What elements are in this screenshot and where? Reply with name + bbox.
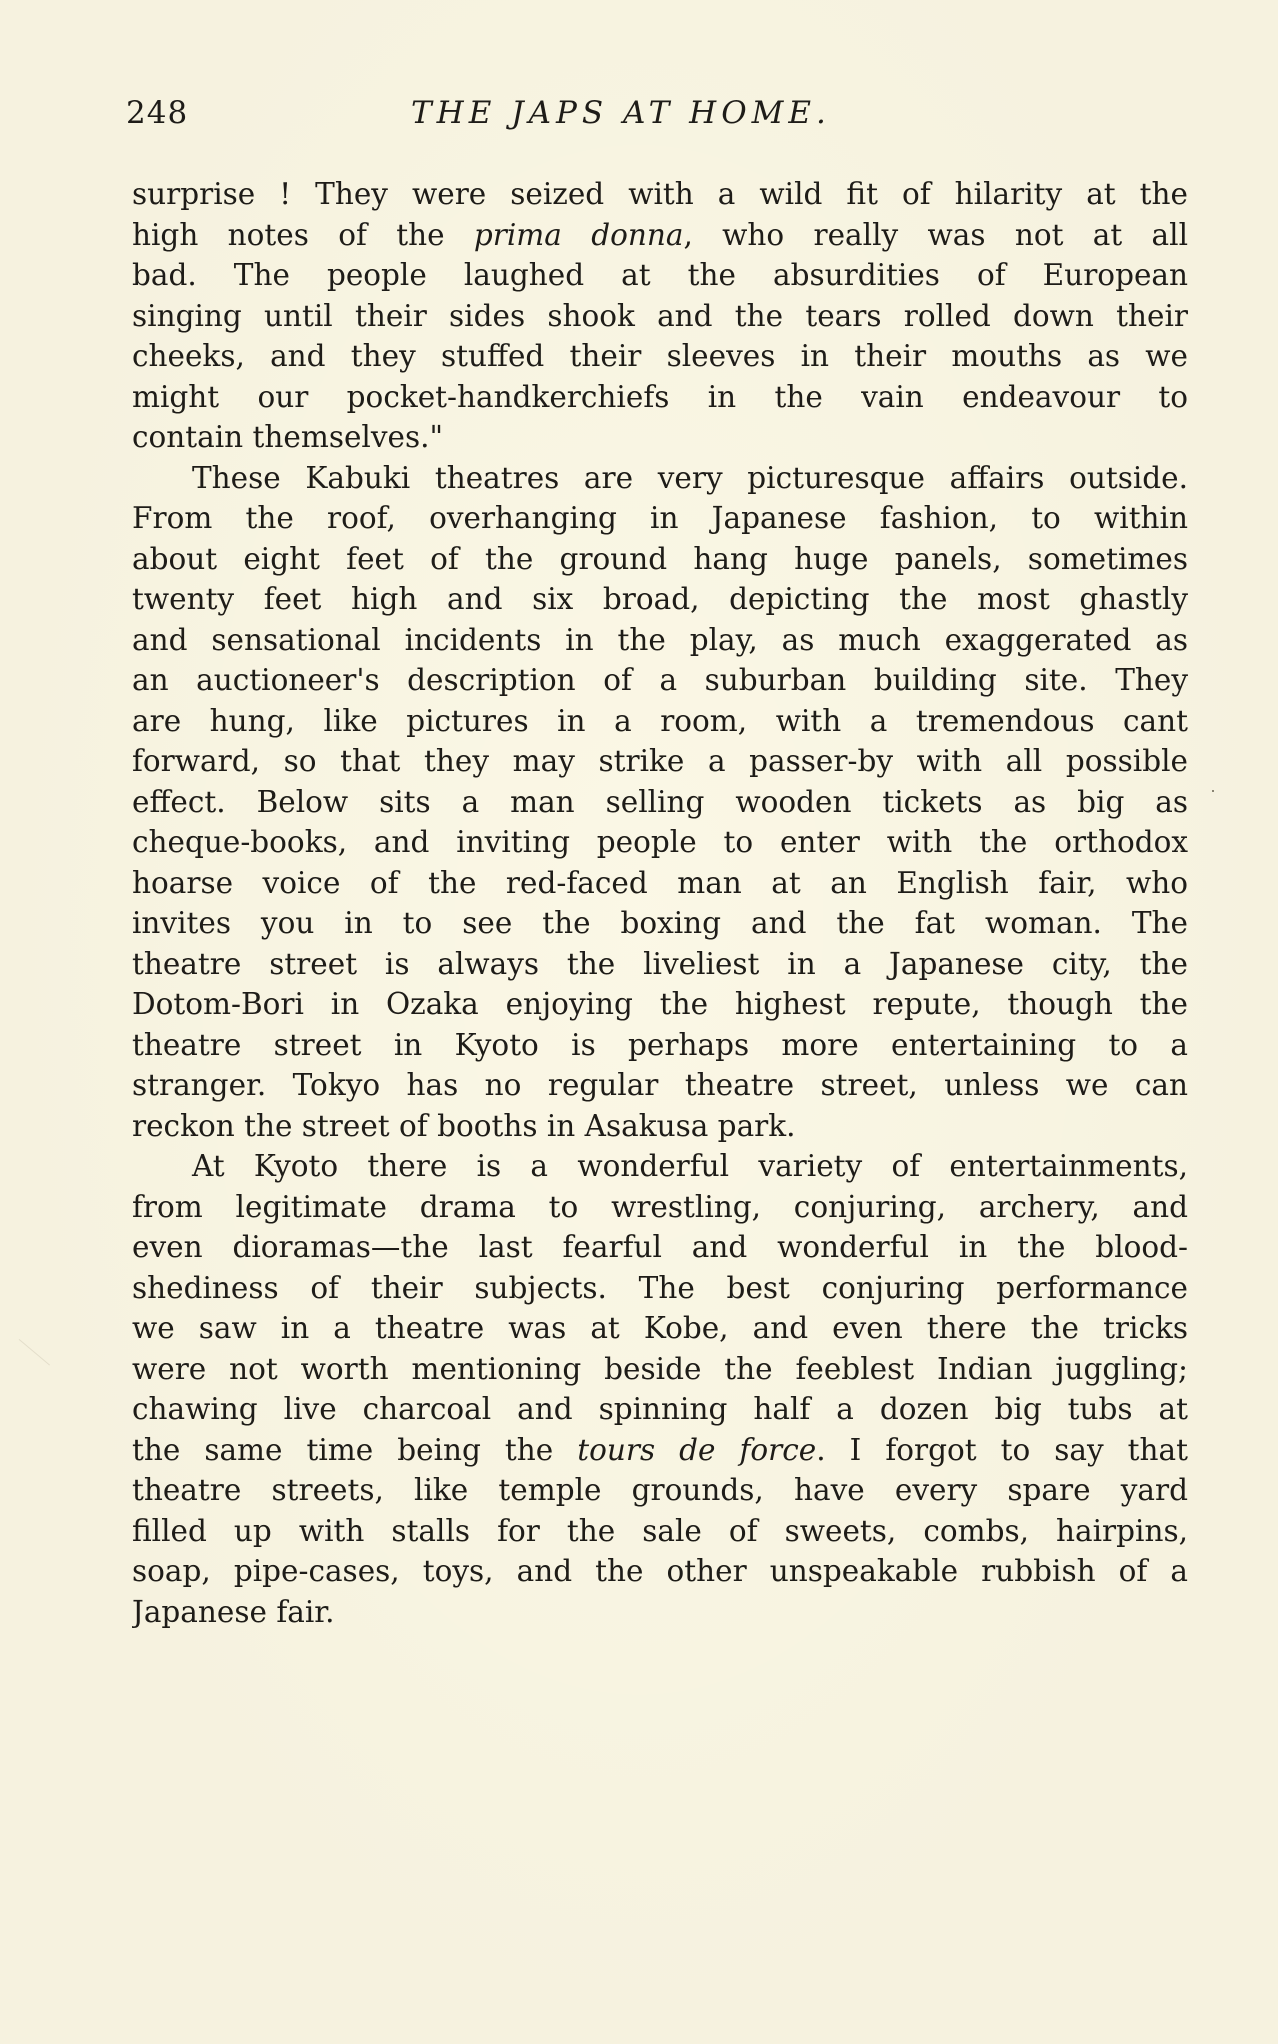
text-line: singing until their sides shook and the tears rolled down their <box>132 298 1188 333</box>
running-head <box>126 95 1188 137</box>
text-line: forward, so that they may strike a passer-by with all possible <box>132 744 1188 778</box>
text-line: At Kyoto there is a wonderful variety of entertainments, <box>192 1149 1188 1183</box>
text-line: From the roof, overhanging in Japanese fashion, to within <box>132 501 1188 535</box>
text-line: theatre street is always the liveliest in a Japanese city, the <box>132 946 1188 981</box>
stray-ink-mark <box>1212 790 1214 792</box>
text-line: about eight feet of the ground hang huge panels, sometimes <box>132 541 1188 576</box>
page-number: 248 <box>126 95 189 131</box>
text-line: soap, pipe-cases, toys, and the other unspeakable rubbish of a <box>132 1554 1188 1588</box>
text-line: Japanese fair. <box>132 1594 335 1629</box>
text-line: chawing live charcoal and spinning half a dozen big tubs at <box>132 1392 1188 1426</box>
text-line: cheeks, and they stuffed their sleeves in their mouths as we <box>132 339 1188 373</box>
body-text <box>132 174 1188 1632</box>
text-line: the same time being the tours de force. I forgot to say that <box>132 1432 1188 1467</box>
text-line: even dioramas—the last fearful and wonderful in the blood- <box>132 1230 1188 1264</box>
text-line: cheque-books, and inviting people to enter with the orthodox <box>132 825 1188 859</box>
text-line: Dotom-Bori in Ozaka enjoying the highest repute, though the <box>132 987 1188 1021</box>
text-line: stranger. Tokyo has no regular theatre street, unless we can <box>132 1068 1188 1102</box>
text-line: hoarse voice of the red-faced man at an English fair, who <box>132 865 1188 900</box>
text-line: were not worth mentioning beside the feeblest Indian juggling; <box>132 1351 1188 1386</box>
text-line: might our pocket-handkerchiefs in the vain endeavour to <box>132 379 1188 414</box>
book-title: THE JAPS AT HOME. <box>411 95 831 131</box>
text-line: are hung, like pictures in a room, with a tremendous cant <box>132 703 1188 738</box>
text-line: These Kabuki theatres are very picturesque affairs outside. <box>192 460 1188 495</box>
page-crease <box>19 1337 52 1365</box>
text-line: effect. Below sits a man selling wooden tickets as big as <box>132 784 1188 819</box>
text-line: surprise ! They were seized with a wild fit of hilarity at the <box>132 177 1188 211</box>
text-line: and sensational incidents in the play, as much exaggerated as <box>132 622 1188 657</box>
text-line: shediness of their subjects. The best conjuring performance <box>132 1270 1188 1305</box>
text-line: filled up with stalls for the sale of sweets, combs, hairpins, <box>132 1513 1188 1548</box>
italic-phrase: prima donna <box>473 217 684 252</box>
text-line: theatre street in Kyoto is perhaps more entertaining to a <box>132 1027 1188 1062</box>
text-line: an auctioneer's description of a suburban building site. They <box>132 663 1188 697</box>
text-line: we saw in a theatre was at Kobe, and even there the tricks <box>132 1311 1188 1345</box>
text-line: twenty feet high and six broad, depicting the most ghastly <box>132 582 1188 616</box>
italic-phrase: tours de force <box>577 1432 817 1467</box>
text-line: reckon the street of booths in Asakusa park. <box>132 1108 796 1143</box>
text-line: theatre streets, like temple grounds, have every spare yard <box>132 1473 1188 1507</box>
text-line: bad. The people laughed at the absurdities of European <box>132 258 1188 292</box>
text-line: invites you in to see the boxing and the fat woman. The <box>132 906 1188 940</box>
text-line: from legitimate drama to wrestling, conjuring, archery, and <box>132 1189 1188 1224</box>
text-line: contain themselves." <box>132 420 444 454</box>
text-line: high notes of the prima donna, who really was not at all <box>132 217 1188 252</box>
